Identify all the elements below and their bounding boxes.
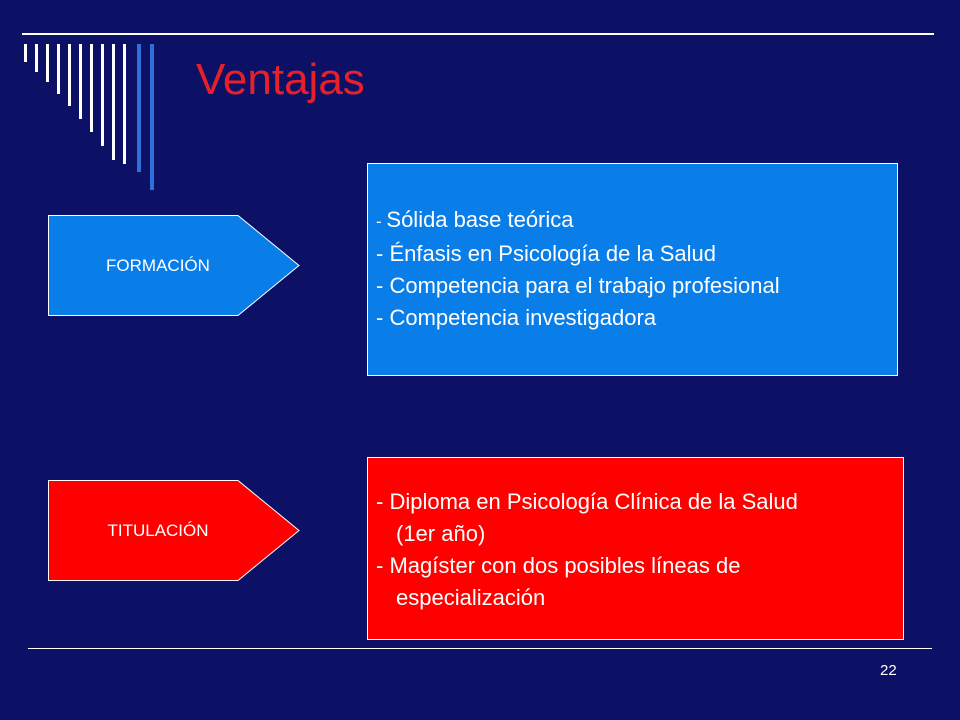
titulacion-box [367, 457, 904, 640]
formacion-item: - Énfasis en Psicología de la Salud [376, 241, 716, 266]
titulacion-item: - Magíster con dos posibles líneas de [376, 553, 741, 578]
slide-title: Ventajas [196, 55, 365, 104]
page-number: 22 [880, 662, 897, 679]
decorative-stripes [0, 0, 170, 200]
titulacion-arrow [48, 480, 300, 582]
titulacion-item-continuation: especialización [396, 585, 546, 610]
formacion-label: FORMACIÓN [106, 256, 210, 275]
formacion-arrow [48, 215, 300, 317]
formacion-item: - Competencia para el trabajo profesional [376, 273, 780, 298]
formacion-item: - Competencia investigadora [376, 305, 657, 330]
formacion-item: - Sólida base teórica [376, 207, 574, 232]
titulacion-item: - Diploma en Psicología Clínica de la Salud [376, 489, 798, 514]
titulacion-item-continuation: (1er año) [396, 521, 486, 546]
titulacion-label: TITULACIÓN [107, 521, 209, 540]
formacion-box [367, 163, 898, 376]
bottom-divider [28, 648, 932, 649]
